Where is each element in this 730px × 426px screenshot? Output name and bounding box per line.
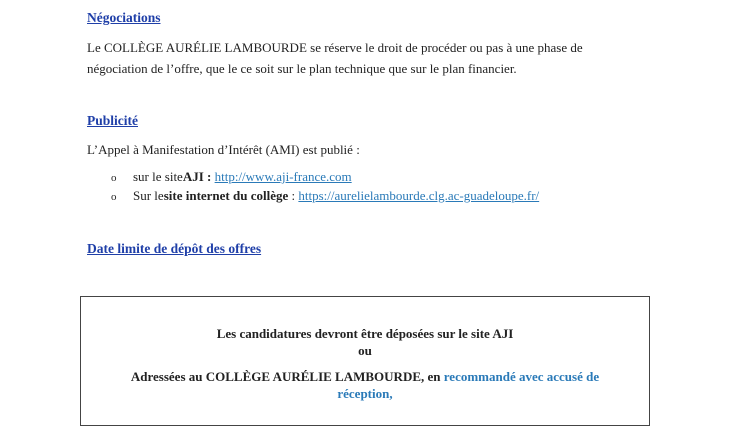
list-item-prefix: Sur le [133, 188, 164, 203]
notice-line-3-highlight: recommandé avec accusé de [443, 369, 600, 384]
submission-notice-box [80, 296, 650, 426]
notice-line-2: ou [358, 343, 372, 358]
aji-link[interactable]: http://www.aji-france.com [214, 169, 352, 184]
negociations-line-2: négociation de l’offre, que le ce soit sur le plan technique que sur le plan financier. [87, 61, 517, 76]
list-item-bold: site internet du collège [163, 188, 289, 203]
negociations-heading: Négociations [87, 10, 161, 25]
date-limite-heading: Date limite de dépôt des offres [87, 241, 262, 256]
list-item-college [111, 187, 539, 206]
list-item-bold: AJI : [182, 169, 212, 184]
negociations-paragraph [87, 37, 657, 79]
bullet-icon: o [111, 172, 117, 184]
bullet-icon: o [111, 191, 117, 203]
college-link[interactable]: https://aurelielambourde.clg.ac-guadeloupe.fr/ [298, 188, 540, 203]
publication-list [111, 168, 539, 206]
publicite-heading: Publicité [87, 113, 138, 128]
notice-line-3 [81, 369, 649, 385]
notice-line-4: réception, [337, 386, 393, 401]
list-item-separator: : [288, 188, 299, 203]
notice-line-3-prefix: Adressées au COLLÈGE AURÉLIE LAMBOURDE, en [130, 369, 444, 384]
list-item-prefix: sur le site [133, 169, 183, 184]
notice-line-1: Les candidatures devront être déposées sur le site AJI [216, 326, 514, 341]
publicite-intro: L’Appel à Manifestation d’Intérêt (AMI) est publié : [87, 142, 360, 157]
negociations-line-1: Le COLLÈGE AURÉLIE LAMBOURDE se réserve le droit de procéder ou pas à une phase de [87, 40, 583, 55]
list-item-aji [111, 168, 539, 187]
